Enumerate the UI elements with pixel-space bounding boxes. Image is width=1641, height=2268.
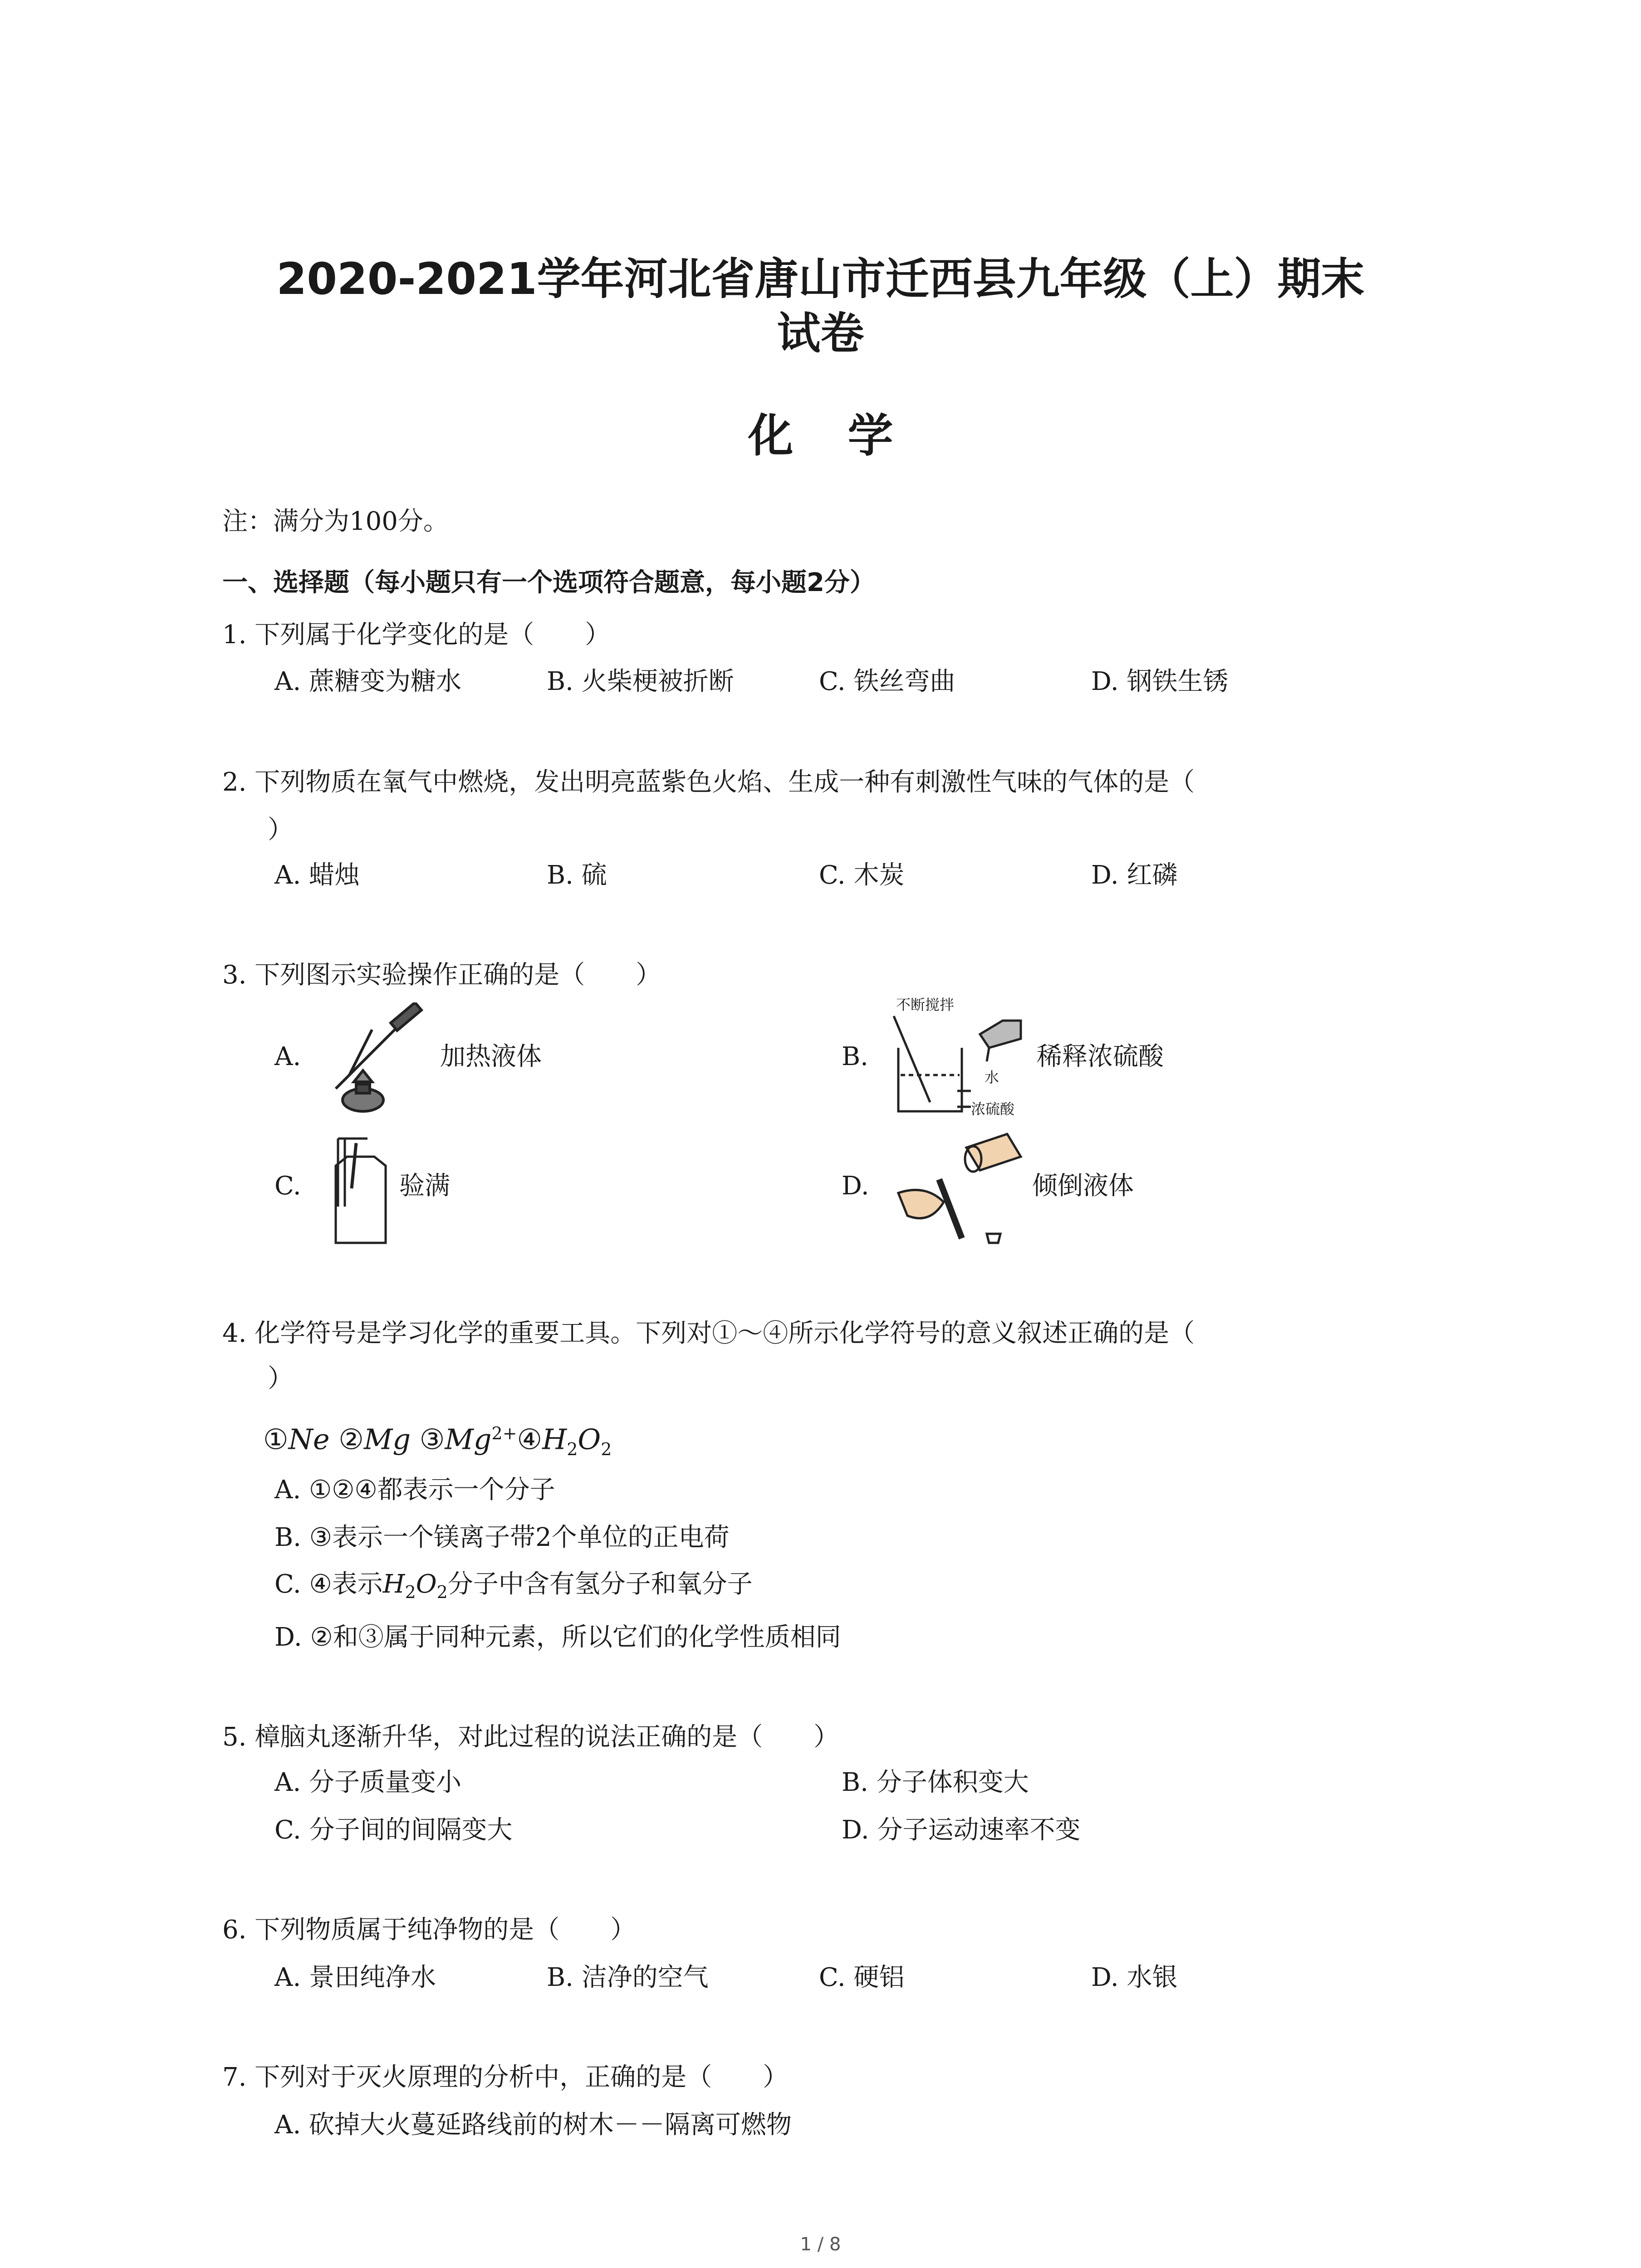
water-label: 水	[985, 1069, 999, 1086]
q7-stem: 7. 下列对于灭火原理的分析中，正确的是（ ）	[222, 2063, 789, 2092]
q5-option-b: B. 分子体积变大	[842, 1768, 1029, 1797]
q2-option-d: D. 红磷	[1091, 860, 1178, 890]
q1-option-c: C. 铁丝弯曲	[819, 667, 955, 696]
stirring-label: 不断搅拌	[896, 996, 955, 1013]
q5-option-c: C. 分子间的间隔变大	[274, 1815, 513, 1845]
subject-heading: 化学	[748, 409, 948, 462]
symbol-h-sub: 2	[567, 1439, 578, 1460]
q1-option-b: B. 火柴梗被折断	[547, 667, 734, 696]
q4-option-b: B. ③表示一个镁离子带2个单位的正电荷	[274, 1523, 730, 1552]
q3-option-a-label: 加热液体	[440, 1042, 542, 1071]
symbol-4-marker: ④	[517, 1422, 543, 1456]
q4-c-h-sub: 2	[405, 1582, 416, 1603]
q1-stem: 1. 下列属于化学变化的是（ ）	[222, 620, 611, 650]
q2-option-b: B. 硫	[547, 860, 607, 890]
q5-option-a: A. 分子质量变小	[274, 1768, 462, 1797]
q4-option-c	[274, 1569, 753, 1608]
symbol-o: O	[578, 1422, 601, 1456]
symbol-1-marker: ①	[263, 1422, 289, 1456]
q3-stem: 3. 下列图示实验操作正确的是（ ）	[222, 960, 661, 990]
symbol-2-marker: ②	[338, 1422, 364, 1456]
q3-option-d-letter: D.	[842, 1171, 869, 1201]
title-line-1: 2020-2021学年河北省唐山市迁西县九年级（上）期末	[276, 254, 1365, 304]
section-heading: 一、选择题（每小题只有一个选项符合题意，每小题2分）	[222, 568, 875, 597]
q4-option-d: D. ②和③属于同种元素，所以它们的化学性质相同	[274, 1623, 841, 1652]
alcohol-lamp-heating-icon	[318, 1002, 436, 1116]
q6-option-c: C. 硬铝	[819, 1963, 905, 1992]
q6-option-a: A. 景田纯净水	[274, 1963, 436, 1992]
q4-option-c-prefix: C. ④表示	[274, 1569, 383, 1599]
q3-option-c-letter: C.	[274, 1171, 301, 1201]
q2-option-a: A. 蜡烛	[274, 860, 360, 890]
q2-option-c: C. 木炭	[819, 860, 905, 890]
symbol-3-marker: ③	[419, 1422, 445, 1456]
score-note: 注：满分为100分。	[222, 507, 449, 536]
q3-option-a-letter: A.	[274, 1042, 301, 1071]
q4-c-o-sub: 2	[436, 1582, 448, 1603]
chemical-symbols-line	[263, 1418, 612, 1465]
q4-stem-close: ）	[268, 1364, 293, 1393]
q5-stem: 5. 樟脑丸逐渐升华，对此过程的说法正确的是（ ）	[222, 1722, 839, 1752]
q4-option-a: A. ①②④都表示一个分子	[274, 1475, 555, 1505]
q4-option-c-suffix: 分子中含有氢分子和氧分子	[447, 1569, 753, 1599]
symbol-ne: Ne	[288, 1422, 330, 1456]
title-line-2: 试卷	[777, 308, 864, 359]
q2-stem: 2. 下列物质在氧气中燃烧，发出明亮蓝紫色火焰、生成一种有刺激性气味的气体的是（	[222, 767, 1195, 797]
q1-option-d: D. 钢铁生锈	[1091, 667, 1229, 696]
q6-stem: 6. 下列物质属于纯净物的是（ ）	[222, 1915, 636, 1945]
q3-option-b-label: 稀释浓硫酸	[1037, 1042, 1164, 1071]
q5-option-d: D. 分子运动速率不变	[842, 1815, 1081, 1845]
q4-c-o: O	[416, 1569, 437, 1599]
q4-c-h: H	[382, 1569, 405, 1599]
q3-option-c-label: 验满	[399, 1171, 450, 1201]
symbol-h: H	[542, 1422, 567, 1456]
q2-stem-close: ）	[268, 815, 293, 845]
q4-stem: 4. 化学符号是学习化学的重要工具。下列对①～④所示化学符号的意义叙述正确的是（	[222, 1319, 1195, 1348]
q6-option-b: B. 洁净的空气	[547, 1963, 709, 1992]
q7-option-a: A. 砍掉大火蔓延路线前的树木－－隔离可燃物	[274, 2110, 792, 2140]
symbol-mg: Mg	[363, 1422, 411, 1456]
page-number: 1 / 8	[800, 2234, 841, 2255]
gas-bottle-icon	[318, 1134, 399, 1247]
q1-option-a: A. 蔗糖变为糖水	[274, 667, 462, 696]
symbol-mg-charge: 2+	[491, 1423, 517, 1443]
acid-label: 浓硫酸	[971, 1100, 1015, 1118]
symbol-mg-ion: Mg	[445, 1422, 492, 1456]
symbol-o-sub: 2	[601, 1439, 612, 1460]
pouring-liquid-icon	[889, 1129, 1039, 1252]
q3-option-b-letter: B.	[842, 1042, 868, 1071]
q6-option-d: D. 水银	[1091, 1963, 1178, 1992]
q3-option-d-label: 倾倒液体	[1032, 1171, 1134, 1201]
